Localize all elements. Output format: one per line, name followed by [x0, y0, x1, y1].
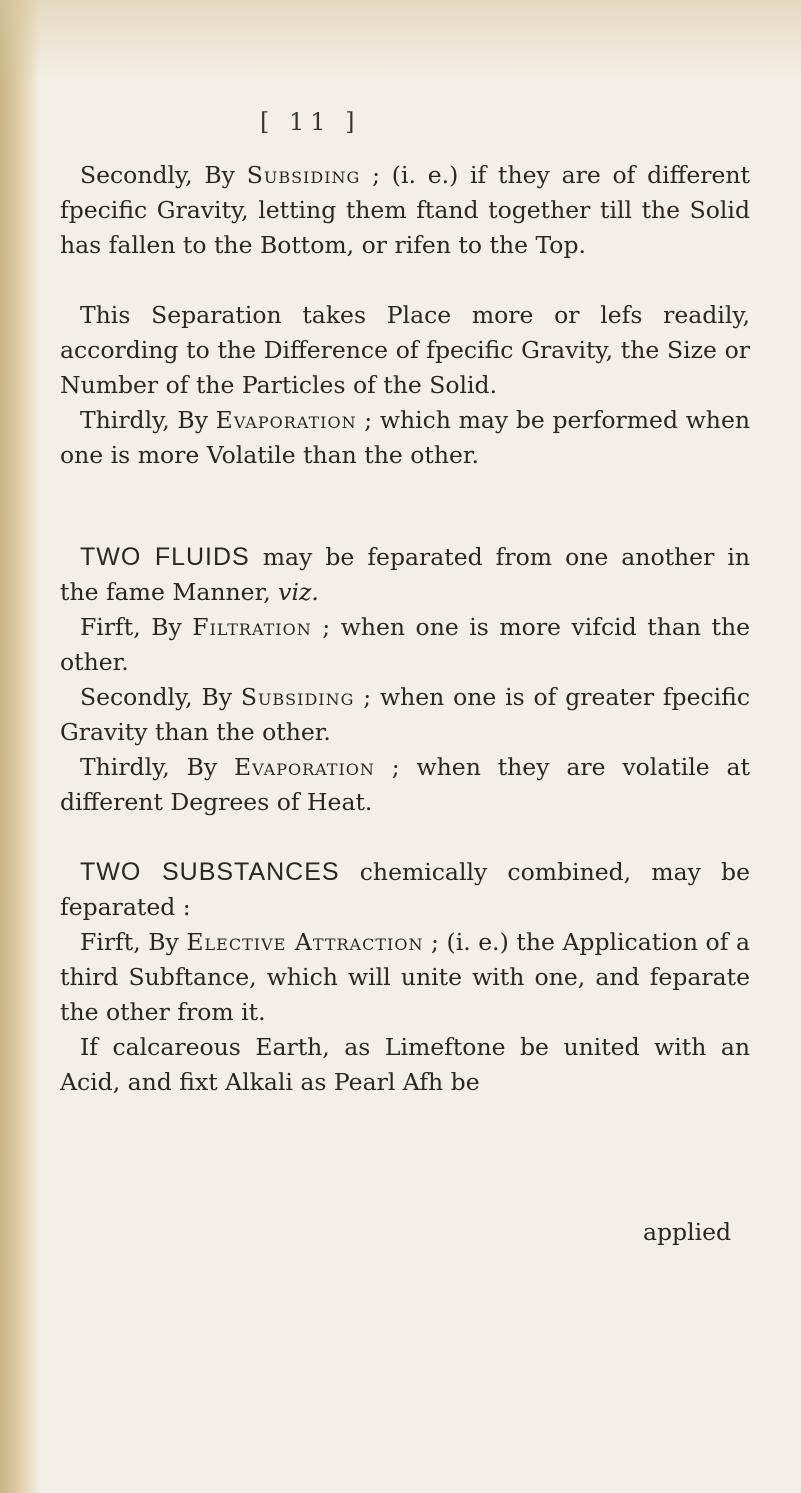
method-term: Subsiding — [240, 683, 355, 711]
paragraph-thirdly-evaporation-fluid — [60, 750, 750, 820]
paragraph-thirdly-evaporation-solid — [60, 403, 750, 473]
paragraph-text: chemically combined, may be feparated : — [60, 858, 750, 921]
method-term: Evaporation — [234, 753, 375, 781]
paragraph-two-fluids — [60, 540, 750, 610]
paragraph-text: ; when they are volatile at different Degrees of Heat. — [60, 753, 750, 816]
paragraph-lead: Thirdly, By — [80, 406, 216, 434]
catchword: applied — [643, 1218, 732, 1246]
paragraph-lead: Thirdly, By — [80, 753, 235, 781]
section-heading: TWO SUBSTANCES — [80, 858, 340, 886]
method-term: Evaporation — [215, 406, 357, 434]
paragraph-text: ; which may be performed when one is more Volatile than the other. — [60, 406, 750, 469]
method-term: Filtration — [192, 613, 312, 641]
paragraph-text: may be feparated from one another in the fame Manner, — [60, 543, 750, 606]
method-term: Elective Attraction — [186, 928, 424, 956]
paragraph-text: This Separation takes Place more or lefs readily, according to the Difference of fpecific Gravity, the Size or Number of the Particles of the Solid. — [60, 301, 750, 399]
paragraph-separation — [60, 298, 750, 403]
paragraph-secondly-subsiding-fluid — [60, 680, 750, 750]
paragraph-firft-filtration — [60, 610, 750, 680]
paragraph-lead: Secondly, By — [80, 161, 247, 189]
paragraph-text: ; (i. e.) if they are of different fpecific Gravity, letting them ftand together till the Solid has fallen to the Bottom, or rifen to the Top. — [60, 161, 751, 259]
paragraph-text: ; (i. e.) the Application of a third Subftance, which will unite with one, and feparate the other from it. — [60, 928, 750, 1026]
section-heading: TWO FLUIDS — [80, 543, 250, 571]
page-spine-shadow — [0, 0, 40, 1493]
paragraph-text: If calcareous Earth, as Limeftone be united with an Acid, and fixt Alkali as Pearl Afh be — [60, 1033, 750, 1096]
page-number: [ 11 ] — [260, 108, 361, 136]
paragraph-firft-elective-attraction — [60, 925, 750, 1030]
method-term: Subsiding — [246, 161, 361, 189]
paragraph-calcareous-earth — [60, 1030, 750, 1100]
paragraph-lead: Firft, By — [80, 613, 193, 641]
paragraph-lead: Secondly, By — [80, 683, 241, 711]
paragraph-text: ; when one is of greater fpecific Gravity than the other. — [60, 683, 750, 746]
italic-viz: viz. — [278, 578, 319, 606]
page-top-stain — [0, 0, 801, 80]
paragraph-text: ; when one is more vifcid than the other. — [60, 613, 750, 676]
paragraph-two-substances — [60, 855, 750, 925]
paragraph-secondly-subsiding-solid — [60, 158, 750, 263]
paragraph-lead: Firft, By — [80, 928, 187, 956]
